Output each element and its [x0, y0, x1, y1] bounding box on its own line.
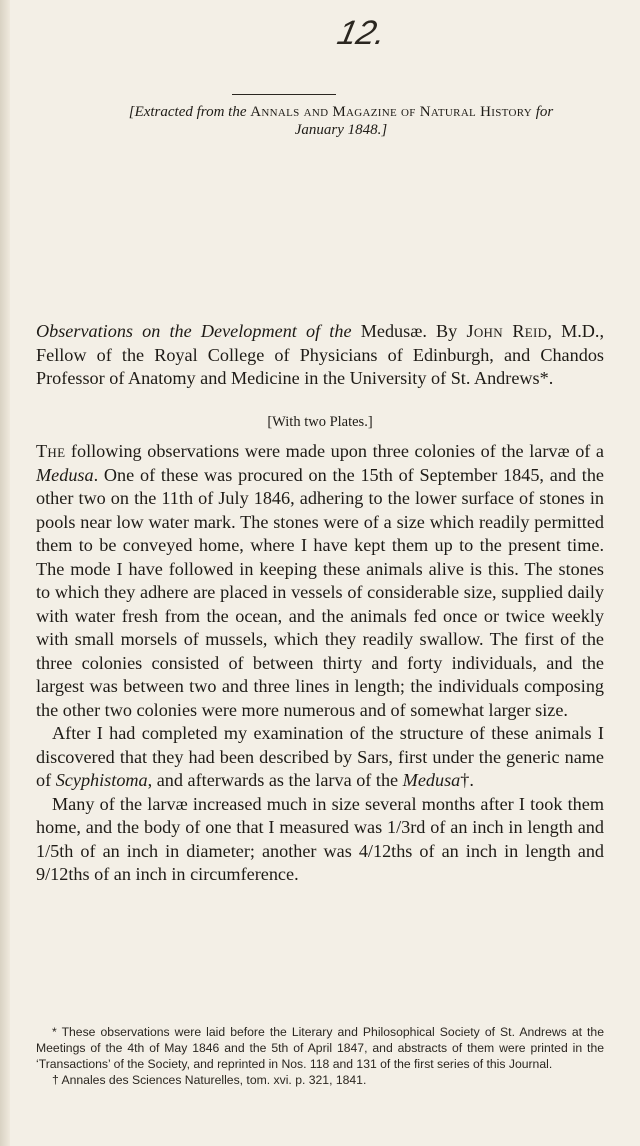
for-word: for [535, 104, 554, 120]
header-rule [232, 94, 336, 95]
lead-word: The [36, 441, 66, 461]
issue-date: January 1848.] [294, 122, 388, 138]
author-name: John Reid [466, 321, 548, 341]
journal-name: Annals and Magazine of Natural History [250, 104, 532, 120]
footnotes [36, 1024, 604, 1088]
fraction: 9/12ths [36, 864, 90, 884]
extract-prefix: [Extracted from the [128, 104, 247, 120]
article-title [36, 320, 604, 391]
fraction: 1/5th [36, 840, 74, 861]
page-binding-edge [0, 0, 10, 1146]
plates-note: [With two Plates.] [267, 414, 373, 430]
page-number: 12. [334, 14, 390, 52]
paragraph-1: The following observations were made upon three colonies of the larvæ of a Medusa. One of these was procured on the 15th of September 1845, and the other two on the 11th of July 1846, adhering to the lower surface of stones in pools near low water mark. The stones were of a size which readily permitted them to be conveyed home, where I have kept them up to the present time. The mode I have followed in keeping these animals alive is this. The stones to which they adhere are placed in vessels of considerable size, supplied daily with water fresh from the ocean, and the animals fed once or twice weekly with small morsels of mussels, which they readily swallow. The first of the three colonies consisted of between thirty and forty individuals, and the largest was between two and three lines in length; the individuals composing the other two colonies were more numerous and of somewhat larger size. [36, 441, 604, 720]
fraction: 4/12ths [358, 840, 413, 861]
title-italic: Observations on the Development of the [36, 321, 352, 341]
title-rest: Medusæ. By [360, 321, 458, 341]
source-header [58, 103, 624, 139]
paragraph-2: After I had completed my examination of the structure of these animals I discovered that they had been described by Sars, first under the generic name of Scyphistoma, and afterwards as the larva of the Medusa†. [36, 723, 604, 790]
body-text [36, 440, 604, 887]
footnote-dagger: † Annales des Sciences Naturelles, tom. xvi. p. 321, 1841. [52, 1073, 367, 1087]
paragraph-3: Many of the larvæ increased much in size several months after I took them home, and the body of one that I measured was 1/3rd of an inch in length and 1/5th of an inch in diameter; another was 4/12ths of an inch in length and 9/12ths of an inch in circumference. [36, 793, 605, 884]
footnote-star: * These observations were laid before the Literary and Philosophical Society of St. Andrews at the Meetings of the 4th of May 1846 and the 5th of April 1847, and abstracts of them were printed in the ‘Transactions’ of the Society, and reprinted in Nos. 118 and 131 of the first series of this Journal. [36, 1025, 604, 1071]
author-affiliation: , M.D., Fellow of the Royal College of Physicians of Edinburgh, and Chandos Professor of Anatomy and Medicine in the University of St. Andrews*. [36, 321, 605, 388]
fraction: 1/3rd [387, 817, 426, 837]
